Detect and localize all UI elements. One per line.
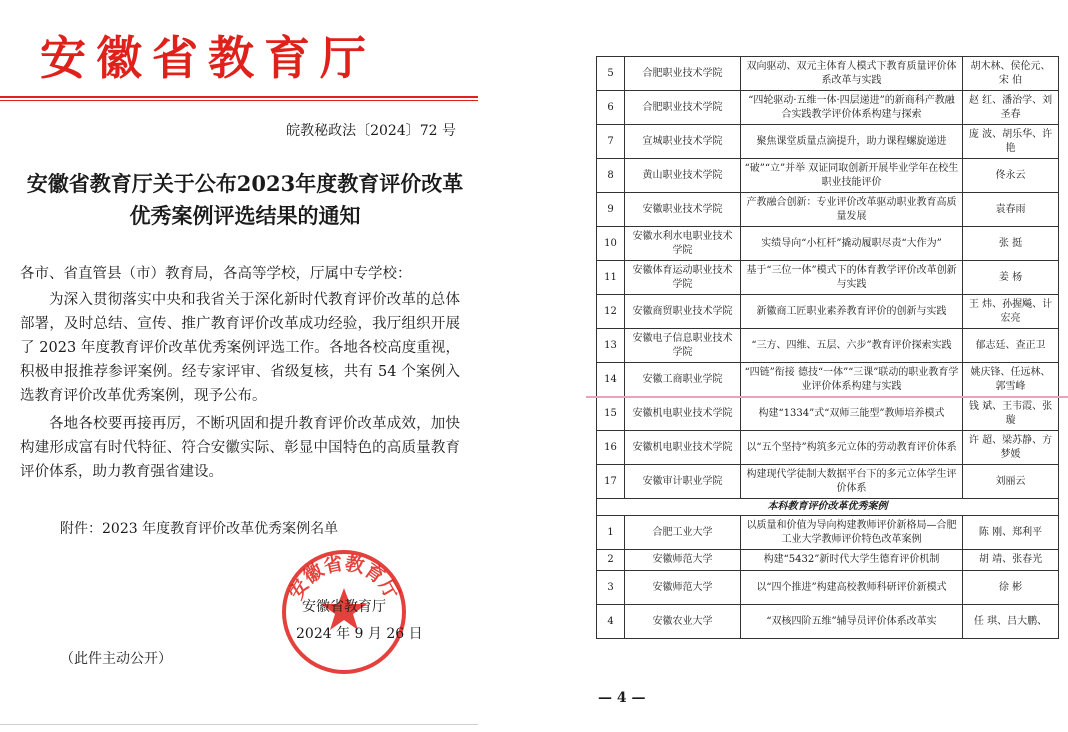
body-paragraph-1: 为深入贯彻落实中央和我省关于深化新时代教育评价改革的总体部署，及时总结、宣传、推广教育评价改革成功经验，我厅组织开展了 2023 年度教育评价改革优秀案例评选工作。各地各校高度重视，积极申报推荐参评案例。经专家评审、省级复核，共有 54 个案例入选教育评价改革优秀案例，现予公布。 [20, 292, 460, 404]
row-number-cell: 12 [597, 295, 625, 329]
responsible-persons-cell: 胡 靖、张春光 [963, 550, 1059, 571]
notice-page [0, 0, 490, 732]
school-name-cell: 黄山职业技术学院 [625, 159, 741, 193]
table-row [597, 193, 1059, 227]
seal-text: 安徽省教育厅 [284, 552, 404, 604]
cases-table-body [597, 57, 1059, 639]
table-row [597, 550, 1059, 571]
case-title-cell: 构建“5432”新时代大学生德育评价机制 [741, 550, 963, 571]
row-number-cell: 6 [597, 91, 625, 125]
row-number-cell: 16 [597, 431, 625, 465]
responsible-persons-cell: 王 炜、孙握飚、计宏亮 [963, 295, 1059, 329]
case-title-cell: 构建“1334”式“双师三能型”教师培养模式 [741, 397, 963, 431]
case-title-cell: 产教融合创新：专业评价改革驱动职业教育高质量发展 [741, 193, 963, 227]
school-name-cell: 安徽农业大学 [625, 605, 741, 639]
row-number-cell: 11 [597, 261, 625, 295]
responsible-persons-cell: 姜 杨 [963, 261, 1059, 295]
table-row [597, 571, 1059, 605]
case-title-cell: 以质量和价值为导向构建教师评价新格局—合肥工业大学教师评价特色改革案例 [741, 516, 963, 550]
responsible-persons-cell: 钱 斌、王韦霞、张 璇 [963, 397, 1059, 431]
table-row [597, 431, 1059, 465]
table-row [597, 159, 1059, 193]
page-number: — 4 — [598, 690, 646, 706]
responsible-persons-cell: 张 挺 [963, 227, 1059, 261]
row-number-cell: 13 [597, 329, 625, 363]
school-name-cell: 安徽师范大学 [625, 571, 741, 605]
case-title-cell: 以“四个推进”构建高校教师科研评价新模式 [741, 571, 963, 605]
case-title-cell: 实绩导向“小杠杆”撬动履职尽责“大作为” [741, 227, 963, 261]
row-number-cell: 7 [597, 125, 625, 159]
case-title-cell: “三方、四维、五层、六步”教育评价探索实践 [741, 329, 963, 363]
school-name-cell: 安徽审计职业学院 [625, 465, 741, 499]
table-row [597, 397, 1059, 431]
notice-title-line-1: 安徽省教育厅关于公布2023年度教育评价改革 [26, 171, 464, 196]
table-row [597, 329, 1059, 363]
school-name-cell: 安徽电子信息职业技术学院 [625, 329, 741, 363]
table-row [597, 227, 1059, 261]
row-number-cell: 5 [597, 57, 625, 91]
responsible-persons-cell: 姚庆锋、任远林、郭雪峰 [963, 363, 1059, 397]
school-name-cell: 安徽水利水电职业技术学院 [625, 227, 741, 261]
school-name-cell: 合肥职业技术学院 [625, 57, 741, 91]
school-name-cell: 安徽体育运动职业技术学院 [625, 261, 741, 295]
attachment-page [596, 56, 1058, 639]
case-title-cell: 聚焦课堂质量点滴提升，助力课程螺旋递进 [741, 125, 963, 159]
row-number-cell: 17 [597, 465, 625, 499]
row-number-cell: 9 [597, 193, 625, 227]
responsible-persons-cell: 郁志廷、查正卫 [963, 329, 1059, 363]
case-title-cell: 新徽商工匠职业素养教育评价的创新与实践 [741, 295, 963, 329]
row-number-cell: 2 [597, 550, 625, 571]
attachment-note: 附件：2023 年度教育评价改革优秀案例名单 [60, 521, 339, 537]
body-paragraph-2: 各地各校要再接再厉，不断巩固和提升教育评价改革成效，加快构建形成富有时代特征、符合安徽实际、彰显中国特色的高质量教育评价体系，助力教育强省建设。 [20, 416, 460, 480]
table-row [597, 605, 1059, 639]
responsible-persons-cell: 胡木林、侯伦元、宋 伯 [963, 57, 1059, 91]
school-name-cell: 安徽职业技术学院 [625, 193, 741, 227]
school-name-cell: 安徽商贸职业技术学院 [625, 295, 741, 329]
notice-title [14, 168, 476, 232]
school-name-cell: 合肥工业大学 [625, 516, 741, 550]
responsible-persons-cell: 任 琪、吕大鹏、 [963, 605, 1059, 639]
case-title-cell: “四链”衔接 德技“一体”“三课”联动的职业教育学业评价体系构建与实践 [741, 363, 963, 397]
table-row [597, 516, 1059, 550]
school-name-cell: 合肥职业技术学院 [625, 91, 741, 125]
agency-header: 安徽省教育厅 [40, 31, 376, 85]
page-divider-line [586, 396, 1068, 398]
responsible-persons-cell: 庞 波、胡乐华、许 艳 [963, 125, 1059, 159]
section-title: 本科教育评价改革优秀案例 [597, 499, 1059, 516]
case-title-cell: 基于“三位一体”模式下的体育教学评价改革创新与实践 [741, 261, 963, 295]
case-title-cell: 以“五个坚持”构筑多元立体的劳动教育评价体系 [741, 431, 963, 465]
section-header-row [597, 499, 1059, 516]
case-title-cell: “四轮驱动·五维一体·四层递进”的新商科产教融合实践教学评价体系构建与探索 [741, 91, 963, 125]
school-name-cell: 安徽机电职业技术学院 [625, 431, 741, 465]
responsible-persons-cell: 许 超、梁苏静、方梦媛 [963, 431, 1059, 465]
table-row [597, 295, 1059, 329]
table-row [597, 261, 1059, 295]
case-title-cell: “双核四阶五维”辅导员评价体系改革实 [741, 605, 963, 639]
red-rule [0, 96, 478, 98]
cases-table [596, 56, 1059, 639]
responsible-persons-cell: 赵 红、潘治学、刘圣春 [963, 91, 1059, 125]
row-number-cell: 15 [597, 397, 625, 431]
notice-title-line-2: 优秀案例评选结果的通知 [129, 203, 361, 228]
school-name-cell: 安徽师范大学 [625, 550, 741, 571]
school-name-cell: 安徽工商职业学院 [625, 363, 741, 397]
red-rule-thin [0, 100, 478, 101]
case-title-cell: 构建现代学徒制大数据平台下的多元立体学生评价体系 [741, 465, 963, 499]
responsible-persons-cell: 徐 彬 [963, 571, 1059, 605]
salutation: 各市、省直管县（市）教育局，各高等学校，厅属中专学校： [20, 266, 412, 282]
row-number-cell: 10 [597, 227, 625, 261]
row-number-cell: 1 [597, 516, 625, 550]
document-number: 皖教秘政法〔2024〕72 号 [286, 123, 456, 139]
school-name-cell: 宣城职业技术学院 [625, 125, 741, 159]
table-row [597, 91, 1059, 125]
case-title-cell: “破”“立”并举 双证同取创新开展毕业学年在校生职业技能评价 [741, 159, 963, 193]
responsible-persons-cell: 佟永云 [963, 159, 1059, 193]
school-name-cell: 安徽机电职业技术学院 [625, 397, 741, 431]
case-title-cell: 双向驱动、双元主体育人模式下教育质量评价体系改革与实践 [741, 57, 963, 91]
responsible-persons-cell: 袁春雨 [963, 193, 1059, 227]
table-row [597, 125, 1059, 159]
table-row [597, 57, 1059, 91]
table-row [597, 363, 1059, 397]
row-number-cell: 14 [597, 363, 625, 397]
responsible-persons-cell: 刘丽云 [963, 465, 1059, 499]
row-number-cell: 3 [597, 571, 625, 605]
public-disclosure-note: （此件主动公开） [60, 651, 172, 667]
row-number-cell: 8 [597, 159, 625, 193]
row-number-cell: 4 [597, 605, 625, 639]
table-row [597, 465, 1059, 499]
signing-organization: 安徽省教育厅 [302, 599, 386, 615]
page-edge [0, 724, 478, 725]
responsible-persons-cell: 陈 刚、郑利平 [963, 516, 1059, 550]
signing-date: 2024 年 9 月 26 日 [296, 626, 423, 642]
